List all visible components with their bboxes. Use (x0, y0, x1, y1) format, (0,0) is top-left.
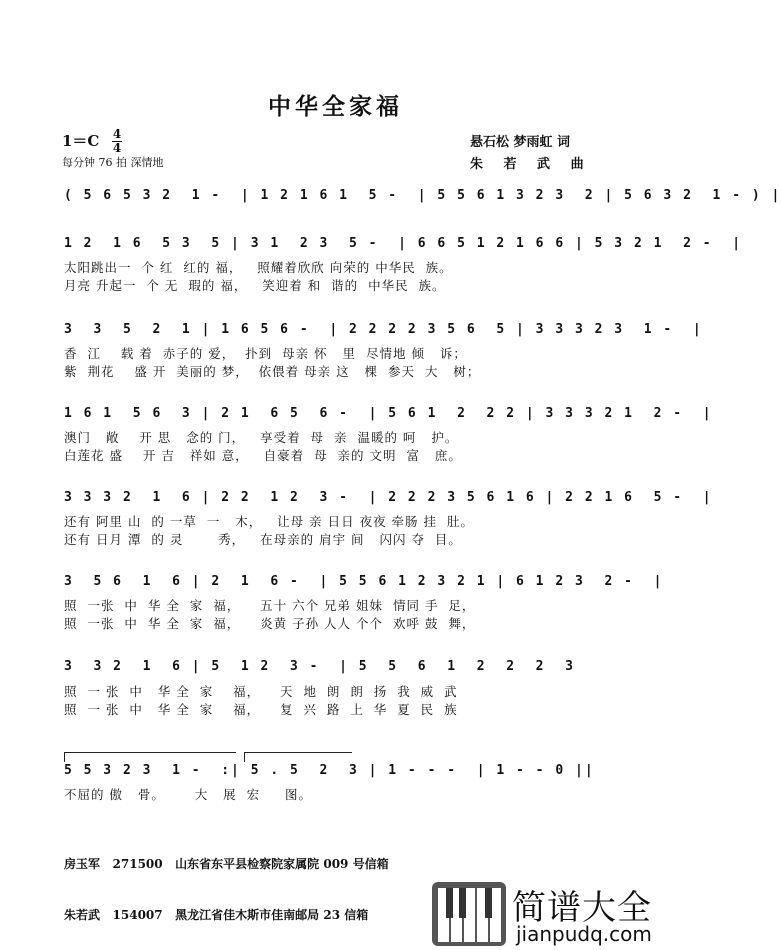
score-row-2-lyric-1: 太阳跳出一 个 红 红的 福， 照耀着欣欣 向荣的 中华民 族。 (64, 260, 453, 275)
tempo-marking: 每分钟 76 拍 深情地 (62, 156, 164, 169)
song-title: 中华全家福 (268, 94, 403, 120)
score-row-4-lyric-1: 澳门 敞 开 思 念的 门， 享受着 母 亲 温暖的 呵 护。 (64, 430, 459, 445)
score-row-5-lyric-2: 还有 日月 潭 的 灵 秀， 在母亲的 肩宇 间 闪闪 夺 目。 (64, 532, 462, 547)
score-row-8-notes: 5 5 3 2 3 1 - :| 5 . 5 2 3 | 1 - - - | 1 - - 0 || (64, 763, 595, 778)
volta-1-line (64, 752, 236, 753)
score-row-6-lyric-1: 照 一张 中 华 全 家 福， 五十 六个 兄弟 姐妹 情同 手 足， (64, 598, 476, 613)
address-line-2: 朱若武 154007 黑龙江省佳木斯市佳南邮局 23 信箱 (64, 908, 369, 922)
address-line-1: 房玉军 271500 山东省东平县检察院家属院 009 号信箱 (64, 857, 389, 871)
score-row-2-notes: 1 2 1 6 5 3 5 | 3 1 2 3 5 - | 6 6 5 1 2 1 6 6 | 5 3 2 1 2 - | (64, 236, 743, 251)
logo-title: 简谱大全 (512, 888, 652, 928)
lyricist-credit: 悬石松 梦雨虹 词 (470, 135, 571, 150)
score-row-7-notes: 3 3 2 1 6 | 5 1 2 3 - | 5 5 6 1 2 2 2 3 (64, 659, 575, 674)
key-signature: 1＝C (62, 132, 100, 150)
score-row-3-lyric-1: 香 江 载 着 赤子的 爱， 扑到 母亲 怀 里 尽情地 倾 诉； (64, 346, 467, 361)
score-row-4-notes: 1 6 1 5 6 3 | 2 1 6 5 6 - | 5 6 1 2 2 2 | 3 3 3 2 1 2 - | (64, 406, 713, 421)
score-row-3-lyric-2: 紫 荆花 盛 开 美丽的 梦， 依偎着 母亲 这 棵 参天 大 树； (64, 364, 481, 379)
score-row-7-lyric-2: 照 一 张 中 华 全 家 福， 复 兴 路 上 华 夏 民 族 (64, 702, 458, 717)
contact-addresses (64, 822, 389, 941)
score-row-2-lyric-2: 月亮 升起一 个 无 瑕的 福， 笑迎着 和 谐的 中华民 族。 (64, 278, 446, 293)
score-row-5-notes: 3 3 3 2 1 6 | 2 2 1 2 3 - | 2 2 2 3 5 6 1 6 | 2 2 1 6 5 - | (64, 490, 713, 505)
time-signature-bottom: 4 (112, 141, 122, 155)
composer-credit: 朱 若 武 曲 (470, 157, 592, 172)
time-signature (112, 128, 122, 155)
score-row-1-notes: ( 5 6 5 3 2 1 - | 1 2 1 6 1 5 - | 5 5 6 1 3 2 3 2 | 5 6 3 2 1 - ) | (64, 188, 781, 203)
score-row-6-lyric-2: 照 一张 中 华 全 家 福， 炎黄 子孙 人人 个个 欢呼 鼓 舞， (64, 616, 476, 631)
score-row-8-lyric-1: 不屈的 傲 骨。 大 展 宏 图。 (64, 787, 312, 802)
score-row-5-lyric-1: 还有 阿里 山 的 一草 一 木， 让母 亲 日日 夜夜 牵肠 挂 肚。 (64, 514, 474, 529)
volta-2-line (244, 752, 352, 753)
volta-1-hook (64, 752, 65, 762)
volta-2-hook (244, 752, 245, 762)
time-signature-top: 4 (112, 127, 122, 141)
score-row-6-notes: 3 5 6 1 6 | 2 1 6 - | 5 5 6 1 2 3 2 1 | 6 1 2 3 2 - | (64, 574, 664, 589)
logo-url: jianpudq.com (516, 922, 652, 946)
score-row-7-lyric-1: 照 一 张 中 华 全 家 福， 天 地 朗 朗 扬 我 威 武 (64, 684, 458, 699)
score-row-4-lyric-2: 白莲花 盛 开 吉 祥如 意， 自豪着 母 亲的 文明 富 庶。 (64, 448, 462, 463)
score-row-3-notes: 3 3 5 2 1 | 1 6 5 6 - | 2 2 2 2 3 5 6 5 | 3 3 3 2 3 1 - | (64, 322, 703, 337)
